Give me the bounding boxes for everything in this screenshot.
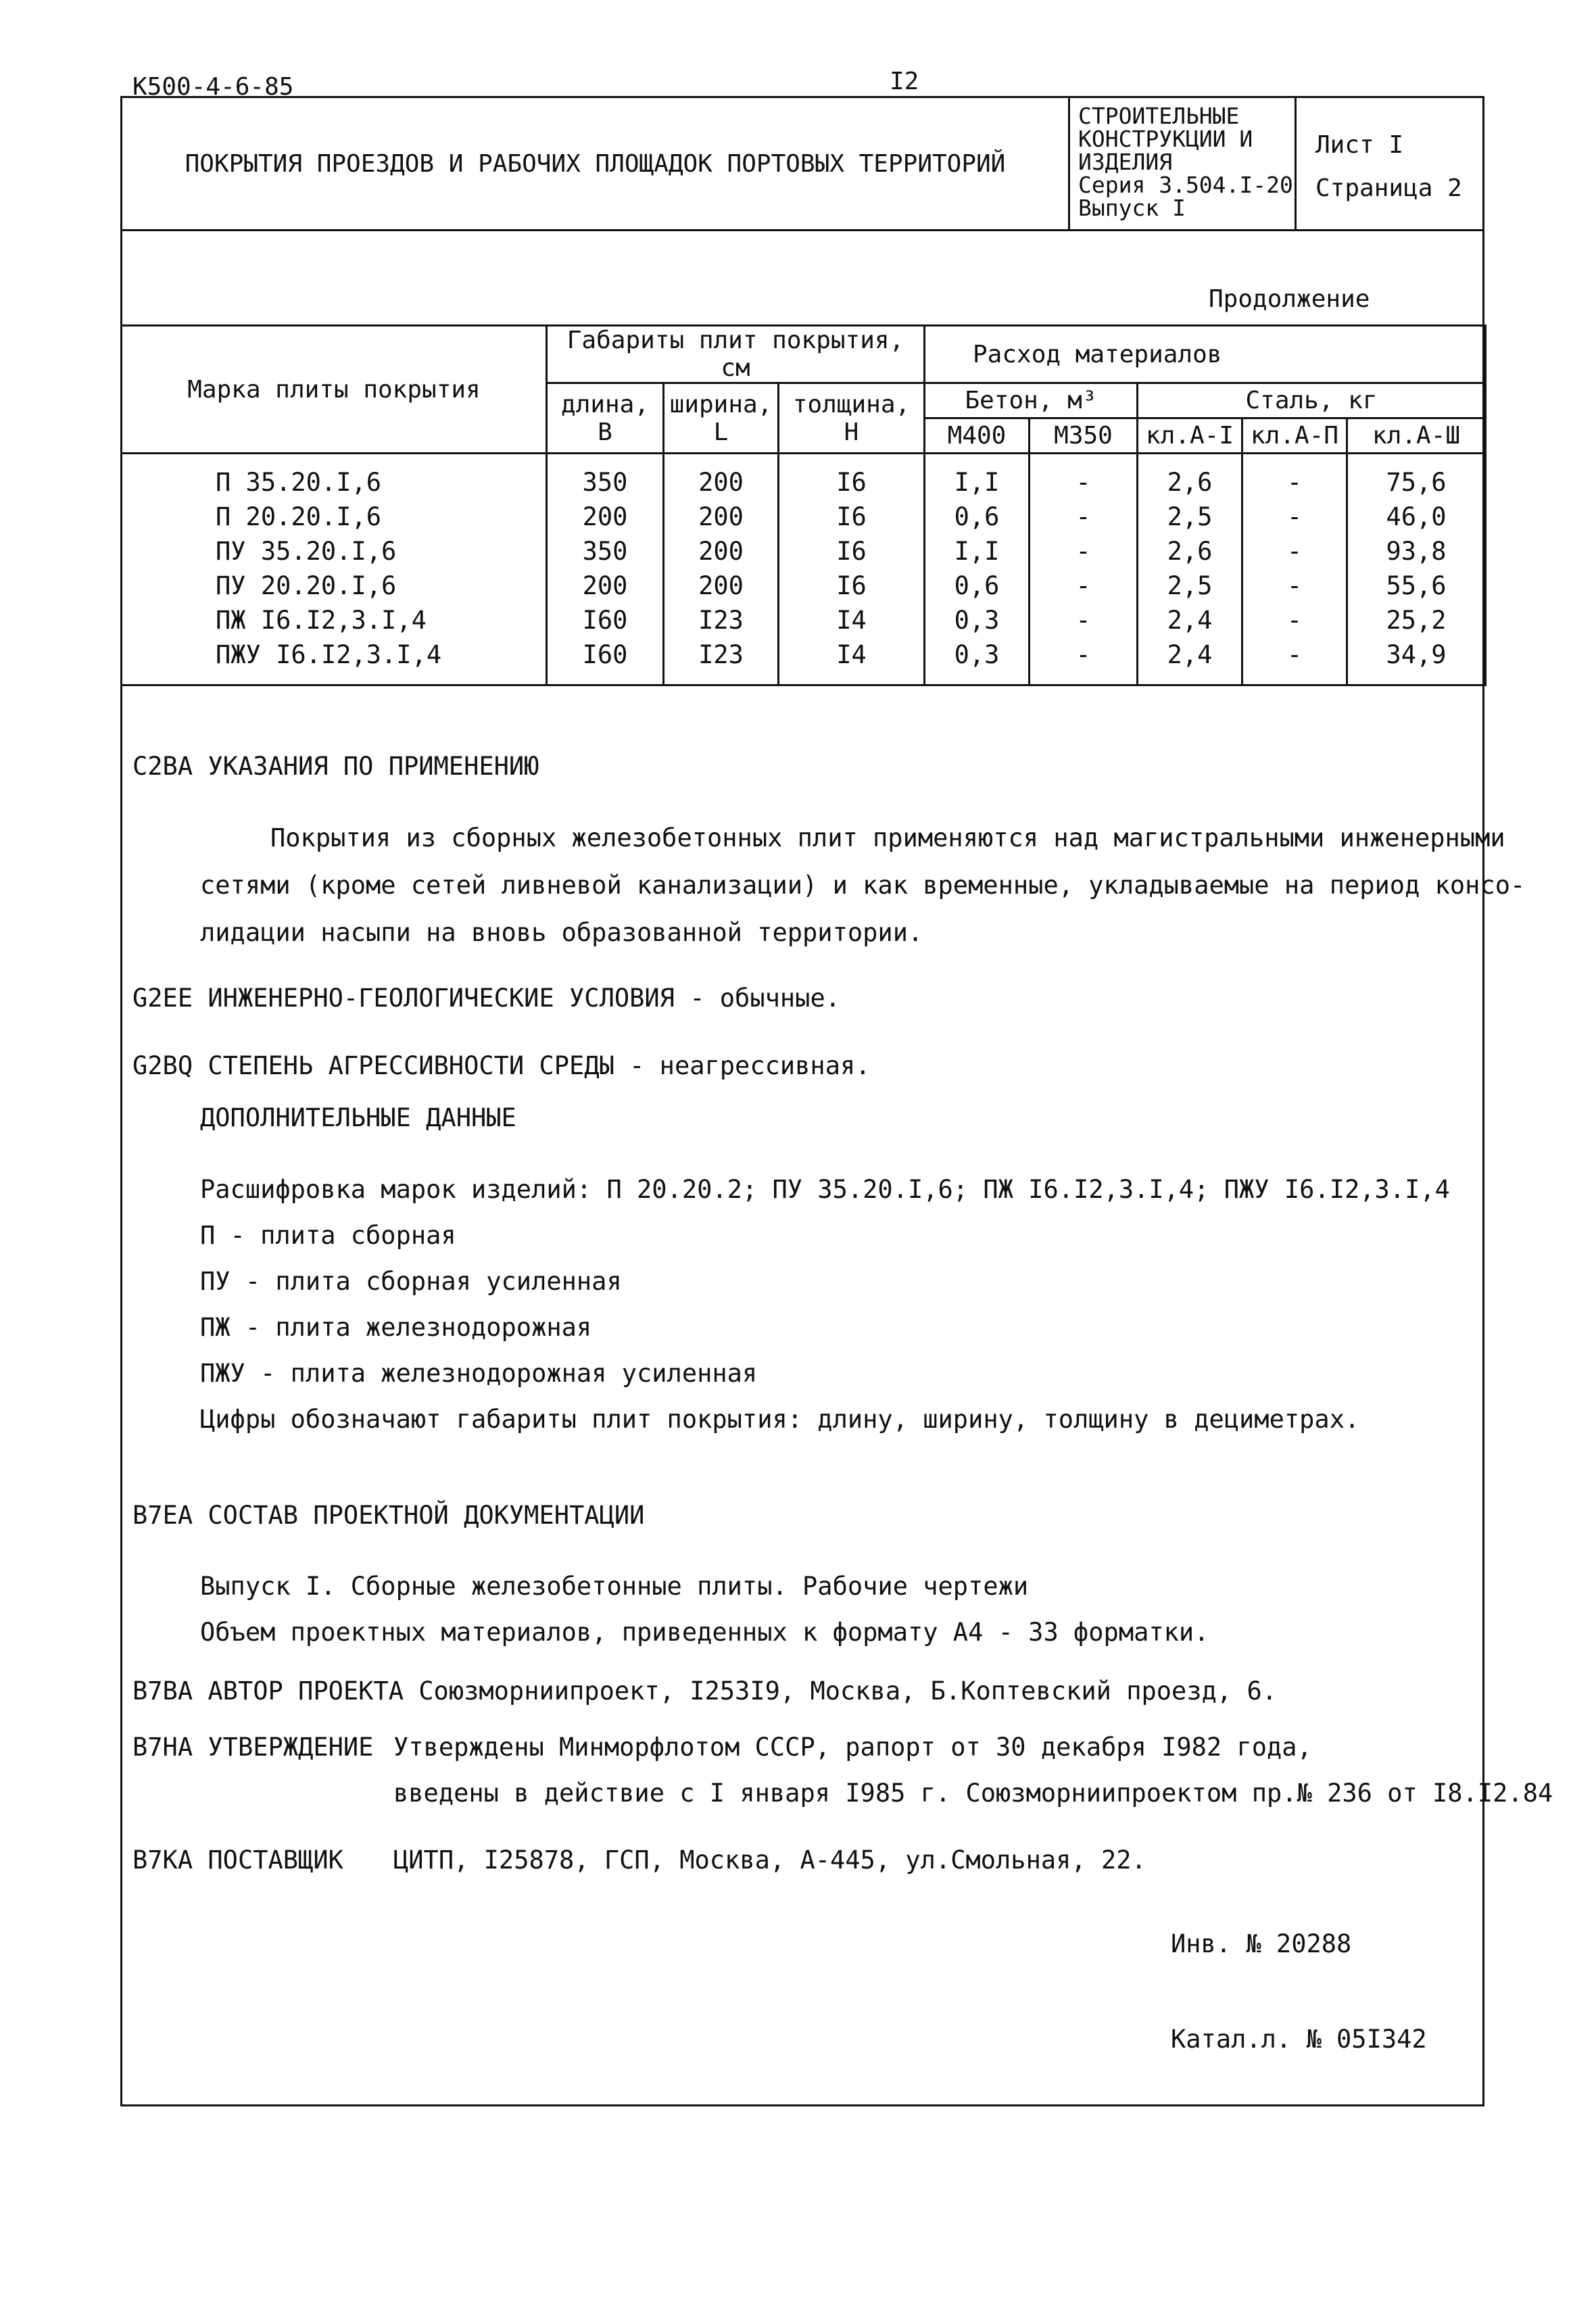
row-value-cell: 25,2 xyxy=(1347,603,1486,637)
section-title: СОСТАВ ПРОЕКТНОЙ ДОКУМЕНТАЦИИ xyxy=(208,1501,645,1530)
row-value-cell: 2,5 xyxy=(1138,500,1242,534)
series-line: ИЗДЕЛИЯ xyxy=(1078,149,1173,175)
section-aggressiveness xyxy=(132,1051,871,1080)
section-title: УКАЗАНИЯ ПО ПРИМЕНЕНИЮ xyxy=(208,752,539,781)
doc-code: К500-4-6-85 xyxy=(132,73,294,101)
documentation-line: Объем проектных материалов, приведенных к формату А4 - 33 форматки. xyxy=(200,1618,1209,1647)
row-mark-cell: ПУ 35.20.I,6 xyxy=(122,534,547,569)
table-row xyxy=(122,534,1486,569)
extra-data-line: ПЖУ - плита железнодорожная усиленная xyxy=(200,1359,758,1388)
row-value-cell: 46,0 xyxy=(1347,500,1486,534)
dims-group-header: Габариты плит покрытия, см xyxy=(547,326,925,383)
header-title-cell xyxy=(122,98,1070,229)
section-code: G2EE xyxy=(132,984,193,1013)
extra-data-line: ПЖ - плита железнодорожная xyxy=(200,1313,592,1342)
catalog-number: Катал.л. № 05I342 xyxy=(1171,2025,1427,2054)
section-title: СТЕПЕНЬ АГРЕССИВНОСТИ СРЕДЫ xyxy=(208,1051,614,1080)
sheet-label: Лист I xyxy=(1315,131,1404,159)
steel-header: Сталь, кг xyxy=(1138,383,1486,418)
usage-text-line: лидации насыпи на вновь образованной территории. xyxy=(200,918,923,947)
concrete-header: Бетон, м³ xyxy=(925,383,1138,418)
row-mark-cell: ПЖ I6.I2,3.I,4 xyxy=(122,603,547,637)
section-code: B7BA xyxy=(132,1676,193,1706)
row-value-cell: 0,6 xyxy=(925,569,1030,603)
table-row xyxy=(122,637,1486,685)
page-title: ПОКРЫТИЯ ПРОЕЗДОВ И РАБОЧИХ ПЛОЩАДОК ПОРТОВЫХ ТЕРРИТОРИЙ xyxy=(185,149,1006,178)
section-code: B7EA xyxy=(132,1501,193,1530)
section-title: АВТОР ПРОЕКТА xyxy=(208,1676,404,1706)
usage-text-line: сетями (кроме сетей ливневой канализации) и как временные, укладываемые на период консо- xyxy=(200,871,1526,900)
usage-text-line: Покрытия из сборных железобетонных плит применяются над магистральными инженерными xyxy=(270,823,1505,852)
row-value-cell: 200 xyxy=(664,454,779,500)
row-value-cell: I6 xyxy=(779,454,925,500)
sub-header: кл.А-Ш xyxy=(1347,418,1486,454)
row-mark-cell: П 20.20.I,6 xyxy=(122,500,547,534)
col-mark-header: Марка плиты покрытия xyxy=(122,326,547,454)
section-approval xyxy=(132,1733,373,1762)
row-value-cell: 200 xyxy=(664,569,779,603)
dim-symbol: B xyxy=(598,418,612,446)
sub-header: М400 xyxy=(925,418,1030,454)
dim-symbol: H xyxy=(844,418,859,446)
section-code: C2BA xyxy=(132,752,193,781)
approval-line: Утверждены Минморфлотом СССР, рапорт от 30 декабря I982 года, xyxy=(393,1733,1312,1762)
row-value-cell: 0,3 xyxy=(925,637,1030,685)
section-geology xyxy=(132,984,840,1013)
row-value-cell: - xyxy=(1030,569,1138,603)
dim-name: длина, xyxy=(560,390,650,418)
table-row xyxy=(122,500,1486,534)
row-value-cell: 93,8 xyxy=(1347,534,1486,569)
series-line: СТРОИТЕЛЬНЫЕ xyxy=(1078,103,1240,129)
row-mark-cell: ПУ 20.20.I,6 xyxy=(122,569,547,603)
row-value-cell: 0,6 xyxy=(925,500,1030,534)
series-line: Выпуск I xyxy=(1078,195,1186,221)
row-value-cell: - xyxy=(1242,534,1347,569)
row-value-cell: 34,9 xyxy=(1347,637,1486,685)
extra-data-line: Цифры обозначают габариты плит покрытия: длину, ширину, толщину в дециметрах. xyxy=(200,1405,1360,1434)
row-value-cell: 2,6 xyxy=(1138,534,1242,569)
row-value-cell: 2,5 xyxy=(1138,569,1242,603)
sheet-cell xyxy=(1297,98,1486,229)
row-value-cell: I4 xyxy=(779,637,925,685)
row-value-cell: 200 xyxy=(547,500,664,534)
dim-name: ширина, xyxy=(669,390,773,418)
sub-header: кл.А-П xyxy=(1242,418,1347,454)
row-value-cell: - xyxy=(1030,500,1138,534)
row-value-cell: I4 xyxy=(779,603,925,637)
section-usage-heading xyxy=(132,752,539,781)
page-label: Страница 2 xyxy=(1315,174,1462,202)
section-value: - неагрессивная. xyxy=(629,1051,871,1080)
table-row xyxy=(122,454,1486,500)
section-code: B7HA xyxy=(132,1733,193,1762)
materials-group-header: Расход материалов xyxy=(925,326,1486,383)
row-value-cell: I,I xyxy=(925,534,1030,569)
row-value-cell: 200 xyxy=(664,534,779,569)
inventory-number: Инв. № 20288 xyxy=(1171,1929,1352,1958)
row-value-cell: I23 xyxy=(664,603,779,637)
section-code: B7KA xyxy=(132,1845,193,1875)
row-value-cell: 200 xyxy=(664,500,779,534)
row-value-cell: - xyxy=(1030,603,1138,637)
section-value: Союзморниипроект, I253I9, Москва, Б.Коптевский проезд, 6. xyxy=(418,1676,1277,1706)
continuation-label: Продолжение xyxy=(1209,285,1370,313)
dim-name: толщина, xyxy=(792,390,911,418)
row-value-cell: 200 xyxy=(547,569,664,603)
row-value-cell: I60 xyxy=(547,637,664,685)
row-value-cell: I23 xyxy=(664,637,779,685)
row-value-cell: - xyxy=(1030,637,1138,685)
row-value-cell: I60 xyxy=(547,603,664,637)
section-supplier xyxy=(132,1845,343,1875)
dim-header xyxy=(779,383,925,454)
row-mark-cell: ПЖУ I6.I2,3.I,4 xyxy=(122,637,547,685)
row-value-cell: 2,4 xyxy=(1138,603,1242,637)
dim-symbol: L xyxy=(713,418,729,446)
row-mark-cell: П 35.20.I,6 xyxy=(122,454,547,500)
dim-header xyxy=(664,383,779,454)
header-block xyxy=(120,96,1484,231)
section-title: УТВЕРЖДЕНИЕ xyxy=(208,1733,374,1762)
row-value-cell: 0,3 xyxy=(925,603,1030,637)
sub-header: М350 xyxy=(1030,418,1138,454)
row-value-cell: 55,6 xyxy=(1347,569,1486,603)
row-value-cell: - xyxy=(1030,534,1138,569)
table-row xyxy=(122,569,1486,603)
section-title: ПОСТАВЩИК xyxy=(208,1845,343,1875)
section-title: ИНЖЕНЕРНО-ГЕОЛОГИЧЕСКИЕ УСЛОВИЯ xyxy=(208,984,675,1013)
extra-data-line: П - плита сборная xyxy=(200,1221,456,1250)
supplier-value: ЦИТП, I25878, ГСП, Москва, А-445, ул.Смольная, 22. xyxy=(393,1845,1146,1875)
documentation-line: Выпуск I. Сборные железобетонные плиты. Рабочие чертежи xyxy=(200,1572,1029,1601)
extra-data-heading: ДОПОЛНИТЕЛЬНЫЕ ДАННЫЕ xyxy=(200,1103,516,1132)
section-author xyxy=(132,1676,1277,1706)
approval-line: введены в действие с I января I985 г. Союзморниипроектом пр.№ 236 от I8.I2.84 xyxy=(393,1779,1553,1808)
section-code: G2BQ xyxy=(132,1051,193,1080)
sub-header: кл.А-I xyxy=(1138,418,1242,454)
row-value-cell: 2,6 xyxy=(1138,454,1242,500)
row-value-cell: I6 xyxy=(779,534,925,569)
section-documentation xyxy=(132,1501,644,1530)
series-cell xyxy=(1070,98,1297,229)
row-value-cell: - xyxy=(1242,500,1347,534)
section-value: - обычные. xyxy=(690,984,840,1013)
row-value-cell: - xyxy=(1242,454,1347,500)
row-value-cell: - xyxy=(1030,454,1138,500)
row-value-cell: 75,6 xyxy=(1347,454,1486,500)
row-value-cell: - xyxy=(1242,603,1347,637)
row-value-cell: I6 xyxy=(779,500,925,534)
table-row xyxy=(122,603,1486,637)
extra-data-line: Расшифровка марок изделий: П 20.20.2; ПУ 35.20.I,6; ПЖ I6.I2,3.I,4; ПЖУ I6.I2,3.I,4 xyxy=(200,1175,1450,1204)
row-value-cell: - xyxy=(1242,569,1347,603)
row-value-cell: 350 xyxy=(547,454,664,500)
dim-header xyxy=(547,383,664,454)
row-value-cell: 2,4 xyxy=(1138,637,1242,685)
row-value-cell: 350 xyxy=(547,534,664,569)
series-line: КОНСТРУКЦИИ И xyxy=(1078,126,1253,152)
frame-bottom-border xyxy=(120,2104,1484,2106)
row-value-cell: - xyxy=(1242,637,1347,685)
row-value-cell: I6 xyxy=(779,569,925,603)
page-number: I2 xyxy=(890,68,919,95)
series-line: Серия 3.504.I-20 xyxy=(1078,172,1293,198)
row-value-cell: I,I xyxy=(925,454,1030,500)
extra-data-line: ПУ - плита сборная усиленная xyxy=(200,1267,622,1296)
materials-table xyxy=(120,324,1486,686)
